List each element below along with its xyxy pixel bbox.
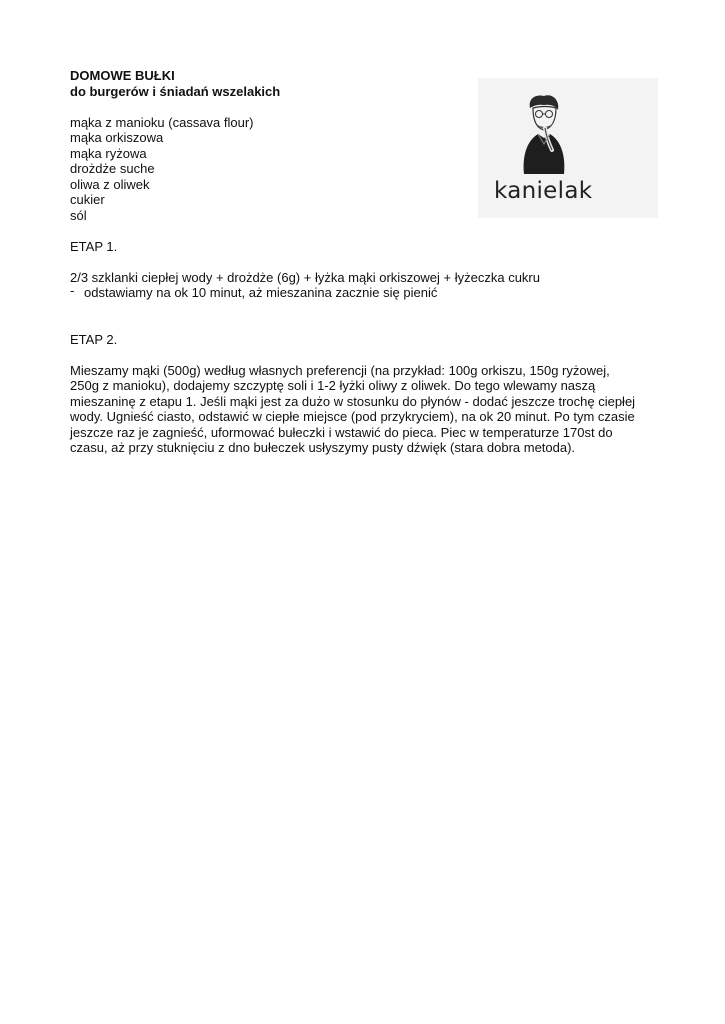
recipe-title: DOMOWE BUŁKI xyxy=(70,68,175,83)
ingredient-item: mąka z manioku (cassava flour) xyxy=(70,114,254,130)
stage2-heading: ETAP 2. xyxy=(70,331,118,347)
stage1-heading: ETAP 1. xyxy=(70,238,118,254)
ingredient-item: cukier xyxy=(70,192,105,207)
ingredient-item: mąka orkiszowa xyxy=(70,130,164,145)
recipe-subtitle: do burgerów i śniadań wszelakich xyxy=(70,83,281,99)
paragraph-line: jeszcze raz je zagnieść, uformować bułeczki i wstawić do pieca. Piec w temperaturze 170st do xyxy=(70,424,613,440)
paragraph-line: Mieszamy mąki (500g) według własnych preferencji (na przykład: 100g orkiszu, 150g ryżowej, xyxy=(70,362,610,378)
ingredient-item: mąka ryżowa xyxy=(70,145,147,161)
paragraph-line: mieszaninę z etapu 1. Jeśli mąki jest za dużo w stosunku do płynów - dodać jeszcze trochę ciepłej xyxy=(70,393,636,409)
stage1-bullet-text: odstawiamy na ok 10 minut, aż mieszanina zacznie się pienić xyxy=(84,285,438,300)
stage1-bullet xyxy=(70,285,640,301)
stage1-instruction: 2/3 szklanki ciepłej wody + drożdże (6g) + łyżka mąki orkiszowej + łyżeczka cukru xyxy=(70,269,540,285)
stage2-paragraph xyxy=(70,363,635,456)
paragraph-line: 250g z manioku), dodajemy szczyptę soli i 1-2 łyżki oliwy z oliwek. Do tego wlewamy naszą xyxy=(70,378,596,393)
bullet-marker: - xyxy=(70,283,75,298)
spacer xyxy=(70,301,640,317)
ingredient-item: drożdże suche xyxy=(70,161,155,176)
spacer xyxy=(70,316,640,332)
ingredient-item: oliwa z oliwek xyxy=(70,176,150,192)
spacer xyxy=(70,347,640,363)
paragraph-line: wody. Ugnieść ciasto, odstawić w ciepłe miejsce (pod przykryciem), na ok 20 minut. Po tym czasie xyxy=(70,409,635,424)
spacer xyxy=(70,223,640,239)
logo-wordmark: kanielak xyxy=(494,178,593,204)
spacer xyxy=(70,254,640,270)
kanielak-logo xyxy=(478,78,658,218)
ingredient-item: sól xyxy=(70,207,87,223)
paragraph-line: czasu, aż przy stuknięciu z dno bułeczek usłyszymy pusty dźwięk (stara dobra metoda). xyxy=(70,440,576,455)
